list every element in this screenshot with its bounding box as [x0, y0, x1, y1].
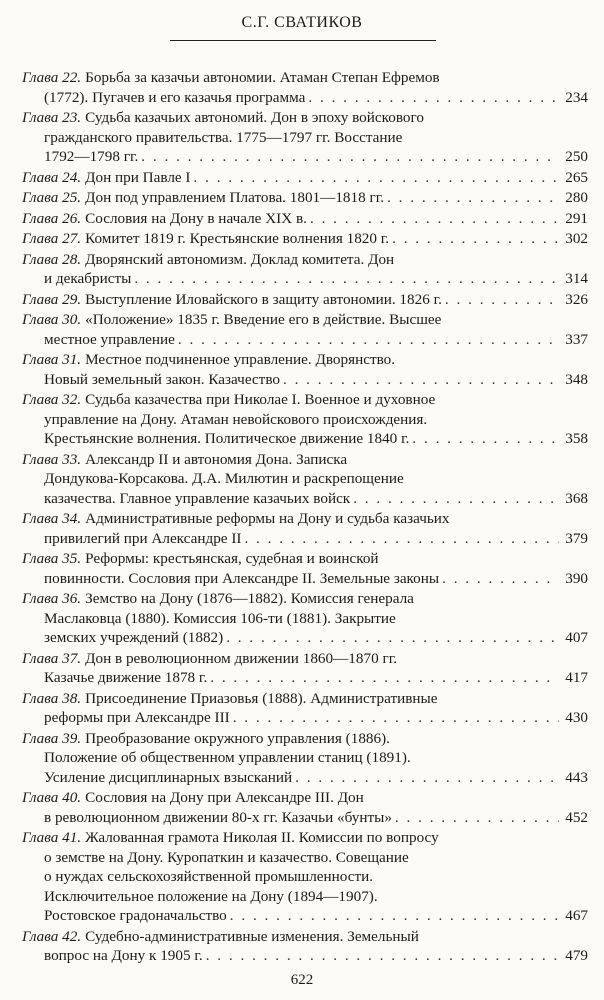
toc-entry: [22, 828, 588, 926]
chapter-title-line: Дондукова-Корсакова. Д.А. Милютин и раскрепощение: [44, 470, 404, 487]
running-header: С.Г. СВАТИКОВ: [241, 14, 363, 31]
chapter-page-number: 358: [565, 430, 588, 447]
chapter-title-line: в революционном движении 80-х гг. Казачьи «бунты»: [44, 808, 392, 826]
chapter-title-line: Преобразование окружного управления (1886).: [85, 729, 390, 747]
leader-dots: [295, 768, 559, 788]
chapter-title-line: Судебно-административные изменения. Земельный: [85, 927, 419, 945]
chapter-title-line: Сословия на Дону при Александре III. Дон: [85, 789, 364, 806]
chapter-page-number: 390: [565, 569, 588, 587]
toc-entry: [22, 310, 588, 349]
chapter-page-number: 379: [565, 529, 588, 547]
chapter-title-line: (1772). Пугачев и его казачья программа: [44, 88, 306, 106]
toc-entry: [22, 68, 588, 107]
chapter-title-line: Казачье движение 1878 г.: [44, 669, 208, 686]
leader-dots: [134, 269, 559, 289]
chapter-page-number: 368: [565, 489, 588, 507]
chapter-page-number: 417: [565, 669, 588, 686]
leader-dots: [392, 229, 559, 249]
chapter-title-line: привилегий при Александре II: [44, 529, 242, 547]
chapter-title-line: местное управление: [44, 330, 175, 348]
leader-dots: [412, 429, 559, 449]
toc-entry: [22, 927, 588, 966]
toc-entry: [22, 729, 588, 788]
chapter-title-line: Выступление Иловайского в защиту автономии. 1826 г.: [85, 290, 442, 308]
toc-entry: [22, 689, 588, 728]
leader-dots: [210, 668, 559, 688]
chapter-number: Глава 41.: [22, 829, 82, 846]
chapter-title-line: Положение об общественном управлении станиц (1891).: [44, 749, 411, 766]
chapter-number: Глава 23.: [22, 109, 82, 126]
toc-entry: [22, 168, 588, 188]
chapter-title-line: Дон при Павле I: [85, 168, 191, 186]
chapter-title-line: Судьба казачьих автономий. Дон в эпоху войскового: [85, 109, 424, 126]
chapter-page-number: 479: [565, 947, 588, 964]
chapter-title-line: Административные реформы на Дону и судьба казачьих: [85, 510, 450, 527]
chapter-title-line: гражданского правительства. 1775—1797 гг. Восстание: [44, 128, 403, 146]
leader-dots: [353, 489, 559, 509]
chapter-number: Глава 40.: [22, 789, 82, 806]
toc-entry: [22, 450, 588, 509]
chapter-number: Глава 34.: [22, 510, 82, 527]
leader-dots: [178, 330, 559, 350]
toc-entry: [22, 350, 588, 389]
leader-dots: [395, 808, 559, 828]
leader-dots: [445, 290, 559, 310]
chapter-title-line: Сословия на Дону в начале XIX в.: [85, 209, 307, 227]
toc-entry: [22, 108, 588, 167]
chapter-title-line: Усиление дисциплинарных взысканий: [44, 768, 293, 786]
toc-entry: [22, 509, 588, 548]
toc-entry: [22, 250, 588, 289]
chapter-title-line: вопрос на Дону к 1905 г.: [44, 947, 203, 964]
chapter-title-line: Дон под управлением Платова. 1801—1818 гг.: [85, 189, 385, 206]
chapter-title-line: управление на Дону. Атаман невойскового происхождения.: [44, 410, 428, 428]
chapter-number: Глава 29.: [22, 290, 82, 308]
chapter-page-number: 234: [565, 88, 588, 106]
chapter-title-line: и декабристы: [44, 270, 132, 287]
leader-dots: [308, 88, 559, 108]
leader-dots: [141, 147, 559, 167]
chapter-title-line: Александр II и автономия Дона. Записка: [85, 450, 348, 468]
leader-dots: [194, 168, 560, 188]
chapter-page-number: 326: [565, 290, 588, 308]
chapter-number: Глава 33.: [22, 450, 82, 468]
chapter-number: Глава 39.: [22, 729, 82, 747]
chapter-page-number: 265: [565, 168, 588, 186]
chapter-title-line: «Положение» 1835 г. Введение его в действие. Высшее: [85, 311, 442, 328]
chapter-page-number: 291: [565, 209, 588, 227]
chapter-title-line: Исключительное положение на Дону (1894—1907).: [44, 887, 378, 905]
chapter-title-line: Маслаковца (1880). Комиссия 106-ти (1881). Закрытие: [44, 609, 396, 627]
toc-entry: [22, 589, 588, 648]
chapter-title-line: Присоединение Приазовья (1888). Административные: [85, 689, 438, 707]
chapter-number: Глава 30.: [22, 311, 82, 328]
header-rule: [170, 40, 436, 41]
chapter-page-number: 407: [565, 629, 588, 646]
toc-entry: [22, 649, 588, 688]
chapter-title-line: Местное подчиненное управление. Дворянство.: [85, 351, 396, 368]
toc-entry: [22, 209, 588, 229]
chapter-page-number: 430: [565, 709, 588, 726]
chapter-title-line: Земство на Дону (1876—1882). Комиссия генерала: [85, 590, 414, 607]
chapter-number: Глава 27.: [22, 230, 82, 247]
chapter-title-line: Реформы: крестьянская, судебная и воинской: [85, 550, 379, 567]
chapter-title-line: реформы при Александре III: [44, 709, 230, 726]
chapter-title-line: Крестьянские волнения. Политическое движение 1840 г.: [44, 430, 410, 447]
chapter-title-line: Новый земельный закон. Казачество: [44, 370, 280, 388]
chapter-title-line: о земстве на Дону. Куропаткин и казачество. Совещание: [44, 848, 409, 866]
leader-dots: [244, 529, 559, 549]
leader-dots: [226, 628, 559, 648]
table-of-contents: [22, 68, 588, 967]
page-number: 622: [290, 972, 314, 988]
chapter-number: Глава 28.: [22, 250, 82, 268]
chapter-title-line: Ростовское градоначальство: [44, 907, 227, 924]
chapter-page-number: 452: [565, 808, 588, 826]
toc-entry: [22, 788, 588, 827]
toc-entry: [22, 290, 588, 310]
toc-entry: [22, 188, 588, 208]
chapter-page-number: 280: [565, 189, 588, 206]
chapter-number: Глава 22.: [22, 69, 82, 86]
chapter-number: Глава 26.: [22, 209, 82, 227]
chapter-title-line: 1792—1798 гг.: [44, 148, 139, 165]
chapter-title-line: повинности. Сословия при Александре II. Земельные законы: [44, 569, 440, 587]
chapter-title-line: Дон в революционном движении 1860—1870 гг.: [85, 649, 398, 667]
leader-dots: [310, 209, 559, 229]
chapter-page-number: 250: [565, 148, 588, 165]
chapter-number: Глава 35.: [22, 550, 82, 567]
toc-entry: [22, 390, 588, 449]
chapter-page-number: 337: [565, 330, 588, 348]
chapter-number: Глава 24.: [22, 168, 82, 186]
chapter-title-line: казачества. Главное управление казачьих войск: [44, 489, 351, 507]
chapter-title-line: Борьба за казачьи автономии. Атаман Степан Ефремов: [85, 69, 440, 86]
chapter-number: Глава 42.: [22, 927, 82, 945]
chapter-number: Глава 25.: [22, 189, 82, 206]
chapter-number: Глава 32.: [22, 391, 82, 408]
leader-dots: [230, 906, 559, 926]
leader-dots: [206, 946, 559, 966]
chapter-title-line: земских учреждений (1882): [44, 629, 224, 646]
chapter-title-line: Судьба казачества при Николае I. Военное и духовное: [85, 391, 436, 408]
leader-dots: [387, 188, 559, 208]
chapter-title-line: Жалованная грамота Николая II. Комиссии по вопросу: [85, 829, 439, 846]
leader-dots: [283, 370, 559, 390]
chapter-number: Глава 36.: [22, 590, 82, 607]
chapter-number: Глава 37.: [22, 649, 82, 667]
leader-dots: [442, 569, 559, 589]
toc-entry: [22, 549, 588, 588]
chapter-title-line: Комитет 1819 г. Крестьянские волнения 1820 г.: [85, 230, 390, 247]
chapter-page-number: 443: [565, 768, 588, 786]
chapter-title-line: Дворянский автономизм. Доклад комитета. Дон: [85, 250, 395, 268]
leader-dots: [233, 708, 559, 728]
chapter-page-number: 348: [565, 370, 588, 388]
chapter-number: Глава 38.: [22, 689, 82, 707]
chapter-page-number: 302: [565, 230, 588, 247]
toc-entry: [22, 229, 588, 249]
chapter-page-number: 467: [565, 907, 588, 924]
chapter-number: Глава 31.: [22, 351, 82, 368]
chapter-page-number: 314: [565, 270, 588, 287]
chapter-title-line: о нуждах сельскохозяйственной промышленности.: [44, 868, 374, 885]
